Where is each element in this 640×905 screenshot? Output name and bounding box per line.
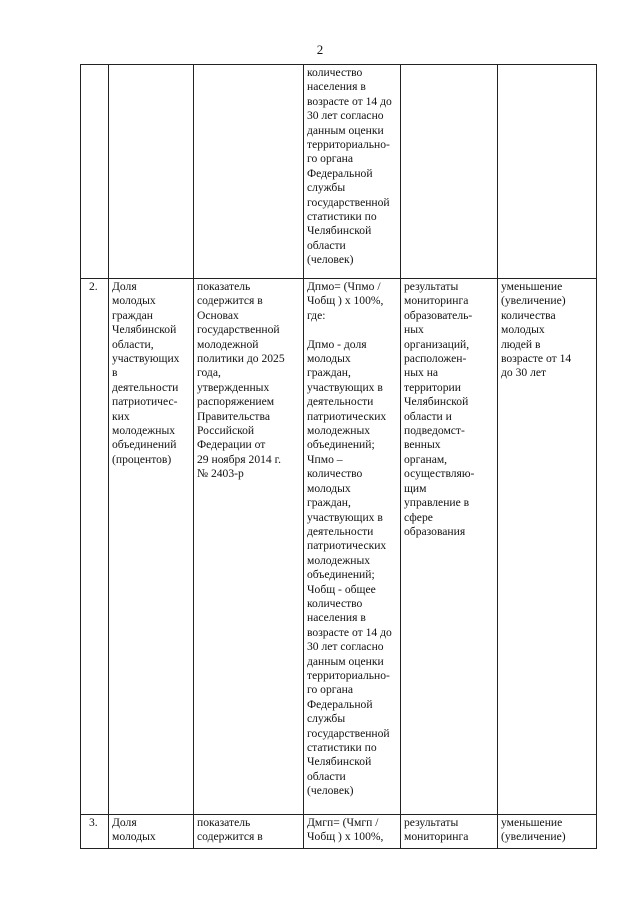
basis-cell (194, 65, 304, 279)
formula-cell: Дмгп= (Чмгп / Чобщ ) x 100%, (304, 815, 401, 849)
page-number: 2 (316, 42, 324, 57)
indicator-name-cell: Доля молодых (109, 815, 194, 849)
table-row (81, 815, 597, 849)
row-number (81, 65, 109, 279)
basis-cell: показатель содержится в Основах государственной молодежной политики до 2025 года, утвержденных распоряжением Правительства Российской Федерации от 29 ноября 2014 г. № 2403-р (194, 279, 304, 815)
source-cell: результаты мониторинга образователь- ных организаций, расположен- ных на территории Челябинской области и подведомст- венных органам, осуществляю- щим управление в сфере образования (401, 279, 498, 815)
row-number: 2. (81, 279, 109, 815)
trend-cell: уменьшение (увеличение) количества молодых людей в возрасте от 14 до 30 лет (498, 279, 597, 815)
row-number: 3. (81, 815, 109, 849)
formula-cell: количество населения в возрасте от 14 до 30 лет согласно данным оценки территориально- го органа Федеральной службы государственной статистики по Челябинской области (человек) (304, 65, 401, 279)
source-cell (401, 65, 498, 279)
basis-cell: показатель содержится в (194, 815, 304, 849)
indicators-table (80, 64, 597, 849)
trend-cell: уменьшение (увеличение) (498, 815, 597, 849)
indicator-name-cell: Доля молодых граждан Челябинской области, участвующих в деятельности патриотичес- ких молодежных объединений (процентов) (109, 279, 194, 815)
source-cell: результаты мониторинга (401, 815, 498, 849)
formula-cell: Дпмо= (Чпмо / Чобщ ) x 100%, где: Дпмо - доля молодых граждан, участвующих в деятельности патриотических молодежных объединений; Чпмо – количество молодых граждан, участвующих в деятельности патриотических молодежных объединений; Чобщ - общее количество населения в возрасте от 14 до 30 лет согласно данным оценки территориально- го органа Федеральной службы государственной статистики по Челябинской области (человек) (304, 279, 401, 815)
trend-cell (498, 65, 597, 279)
table-row (81, 65, 597, 279)
table-row (81, 279, 597, 815)
indicator-name-cell (109, 65, 194, 279)
